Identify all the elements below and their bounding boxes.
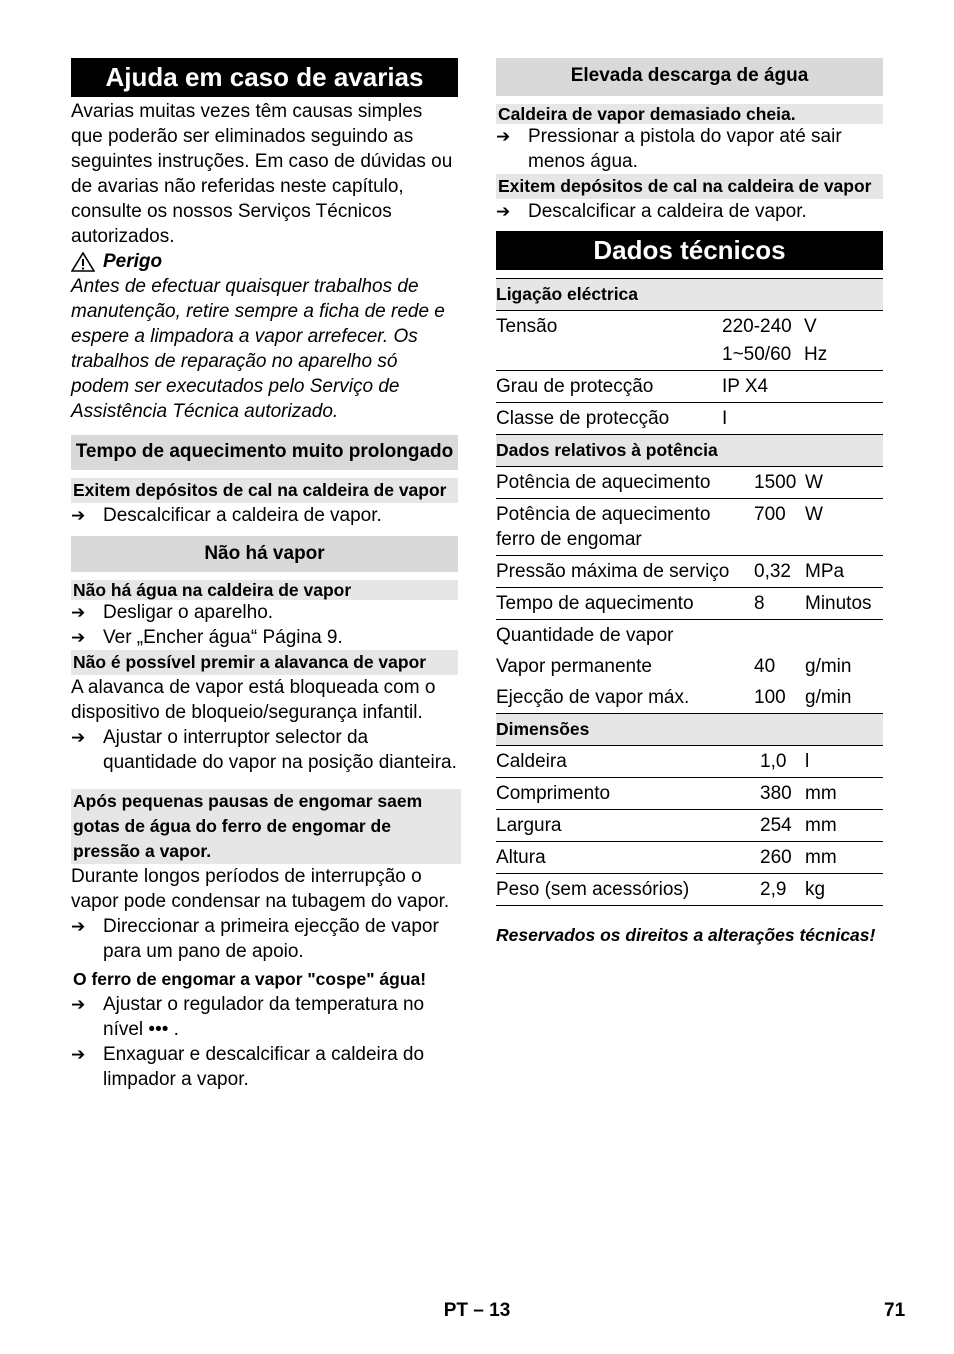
spec-value: 260 <box>760 842 805 874</box>
right-arrow-icon: ➔ <box>496 202 511 221</box>
heading-high-water: Elevada descarga de água <box>496 58 883 96</box>
right-arrow-icon: ➔ <box>71 917 86 936</box>
step-text: Descalcificar a caldeira de vapor. <box>103 505 382 526</box>
table-row <box>496 842 883 874</box>
right-arrow-icon: ➔ <box>71 995 86 1014</box>
rights-note: Reservados os direitos a alterações técnicas! <box>496 925 876 945</box>
subheading-limescale: Exitem depósitos de cal na caldeira de vapor <box>71 478 458 503</box>
right-arrow-icon: ➔ <box>71 728 86 747</box>
spec-value: 1500 <box>754 467 805 499</box>
spec-unit <box>804 371 883 403</box>
step-text: Ajustar o interruptor selector da quantidade do vapor na posição dianteira. <box>103 727 457 773</box>
list-item <box>71 914 458 964</box>
spec-value: 2,9 <box>760 874 805 906</box>
subheading-drops: Após pequenas pausas de engomar saem gotas de água do ferro de engomar de pressão a vapor. <box>71 789 461 864</box>
spec-unit: mm <box>805 810 883 842</box>
page-number: 71 <box>884 1300 906 1321</box>
table-row <box>496 342 883 371</box>
step-text: Desligar o aparelho. <box>103 602 274 623</box>
spec-value: 100 <box>754 682 805 714</box>
spec-value: 40 <box>754 656 776 677</box>
right-arrow-icon: ➔ <box>71 603 86 622</box>
lever-text: A alavanca de vapor está bloqueada com o dispositivo de bloqueio/segurança infantil. <box>71 677 436 723</box>
table-row <box>496 588 883 620</box>
spec-unit: mm <box>805 778 883 810</box>
subheading-spits: O ferro de engomar a vapor "cospe" água! <box>73 969 427 989</box>
table-row <box>496 499 883 556</box>
spec-label: Grau de protecção <box>496 371 722 403</box>
table-row <box>496 874 883 906</box>
table-section-label: Dimensões <box>496 714 883 746</box>
spec-label: Potência de aquecimento <box>496 467 754 499</box>
spec-unit: Hz <box>804 342 883 371</box>
subheading-lever: Não é possível premir a alavanca de vapor <box>71 650 458 675</box>
spec-value: 8 <box>754 588 805 620</box>
spec-unit: kg <box>805 874 883 906</box>
specs-table-dimensions <box>496 714 883 906</box>
spec-unit: Minutos <box>805 588 883 620</box>
step-text: Ver „Encher água“ Página 9. <box>103 627 343 648</box>
spec-label: Potência de aquecimento ferro de engomar <box>496 499 754 556</box>
spec-unit: W <box>805 467 883 499</box>
footer-section-label: PT – 13 <box>443 1300 511 1321</box>
table-row <box>496 651 883 682</box>
drops-text: Durante longos períodos de interrupção o vapor pode condensar na tubagem do vapor. <box>71 866 450 912</box>
list-item <box>496 124 883 174</box>
spec-label: Comprimento <box>496 778 760 810</box>
spec-value: 254 <box>760 810 805 842</box>
spec-unit: g/min <box>805 682 883 714</box>
spec-value: 0,32 <box>754 556 805 588</box>
spec-label: Quantidade de vapor <box>496 625 674 646</box>
list-item <box>71 625 458 650</box>
subheading-no-water: Não há água na caldeira de vapor <box>71 580 458 600</box>
step-text: Descalcificar a caldeira de vapor. <box>528 201 807 222</box>
spec-label: Tempo de aquecimento <box>496 588 754 620</box>
spec-value: 380 <box>760 778 805 810</box>
spec-unit: l <box>805 746 883 778</box>
spec-label: Ejecção de vapor máx. <box>496 682 754 714</box>
spec-value: IP X4 <box>722 371 804 403</box>
section-title-specs: Dados técnicos <box>496 231 883 270</box>
right-arrow-icon: ➔ <box>71 628 86 647</box>
table-row <box>496 311 883 343</box>
table-row <box>496 778 883 810</box>
step-text: Direccionar a primeira ejecção de vapor para um pano de apoio. <box>103 916 439 962</box>
spec-value: 1~50/60 <box>722 342 804 371</box>
right-arrow-icon: ➔ <box>71 506 86 525</box>
spec-unit: mm <box>805 842 883 874</box>
danger-title: Perigo <box>103 251 163 272</box>
table-section-label: Dados relativos à potência <box>496 435 883 467</box>
subheading-boiler-full: Caldeira de vapor demasiado cheia. <box>496 104 883 124</box>
table-section-row <box>496 435 883 467</box>
table-section-row <box>496 279 883 311</box>
intro-text: Avarias muitas vezes têm causas simples que poderão ser eliminados seguindo as seguintes instruções. Em caso de dúvidas ou de avarias não referidas neste capítulo, consulte os nossos Serviços Técnicos autorizados. <box>71 101 453 247</box>
spec-label: Pressão máxima de serviço <box>496 556 754 588</box>
spec-unit: MPa <box>805 556 883 588</box>
table-row <box>496 556 883 588</box>
specs-table <box>496 278 883 435</box>
step-text: Enxaguar e descalcificar a caldeira do limpador a vapor. <box>103 1044 425 1090</box>
list-item <box>71 725 458 775</box>
left-column <box>71 58 458 1092</box>
table-row <box>496 403 883 435</box>
spec-label: Largura <box>496 810 760 842</box>
spec-label <box>496 342 722 371</box>
table-row <box>496 682 883 714</box>
table-section-row <box>496 714 883 746</box>
spec-unit: V <box>804 316 817 337</box>
spec-value: I <box>722 403 804 435</box>
spec-label: Vapor permanente <box>496 656 652 677</box>
spec-unit <box>804 403 883 435</box>
spec-label: Altura <box>496 842 760 874</box>
right-arrow-icon: ➔ <box>496 127 511 146</box>
heading-no-steam: Não há vapor <box>71 536 458 572</box>
section-title-troubleshooting: Ajuda em caso de avarias <box>71 58 458 97</box>
table-row <box>496 810 883 842</box>
table-row <box>496 620 883 652</box>
table-row <box>496 746 883 778</box>
danger-heading <box>71 249 458 274</box>
table-row <box>496 371 883 403</box>
table-row <box>496 467 883 499</box>
warning-triangle-icon <box>71 252 95 272</box>
list-item <box>71 503 458 528</box>
spec-label: Caldeira <box>496 746 760 778</box>
subheading-limescale-2: Exitem depósitos de cal na caldeira de vapor <box>496 174 883 199</box>
spec-unit: g/min <box>805 656 852 677</box>
list-item <box>496 199 883 224</box>
right-column <box>496 58 883 948</box>
spec-value <box>754 620 805 652</box>
spec-label: Classe de protecção <box>496 403 722 435</box>
list-item <box>71 1042 458 1092</box>
list-item <box>71 600 458 625</box>
heading-long-heating: Tempo de aquecimento muito prolongado <box>71 435 458 470</box>
spec-value: 220-240 <box>722 316 792 337</box>
spec-label: Peso (sem acessórios) <box>496 874 760 906</box>
step-text: Pressionar a pistola do vapor até sair menos água. <box>528 126 842 172</box>
spec-unit: W <box>805 499 883 556</box>
spec-value: 1,0 <box>760 746 805 778</box>
spec-value: 700 <box>754 499 805 556</box>
right-arrow-icon: ➔ <box>71 1045 86 1064</box>
spec-unit <box>805 620 883 652</box>
table-section-label: Ligação eléctrica <box>496 279 883 311</box>
danger-text: Antes de efectuar quaisquer trabalhos de manutenção, retire sempre a ficha de rede e espere a limpadora a vapor arrefecer. Os trabalhos de reparação no aparelho só podem ser executados pelo Serviço de Assistência Técnica autorizado. <box>71 276 445 422</box>
step-text: Ajustar o regulador da temperatura no nível ••• . <box>103 994 425 1040</box>
list-item <box>71 992 458 1042</box>
spec-label: Tensão <box>496 316 558 337</box>
specs-table-power <box>496 435 883 714</box>
